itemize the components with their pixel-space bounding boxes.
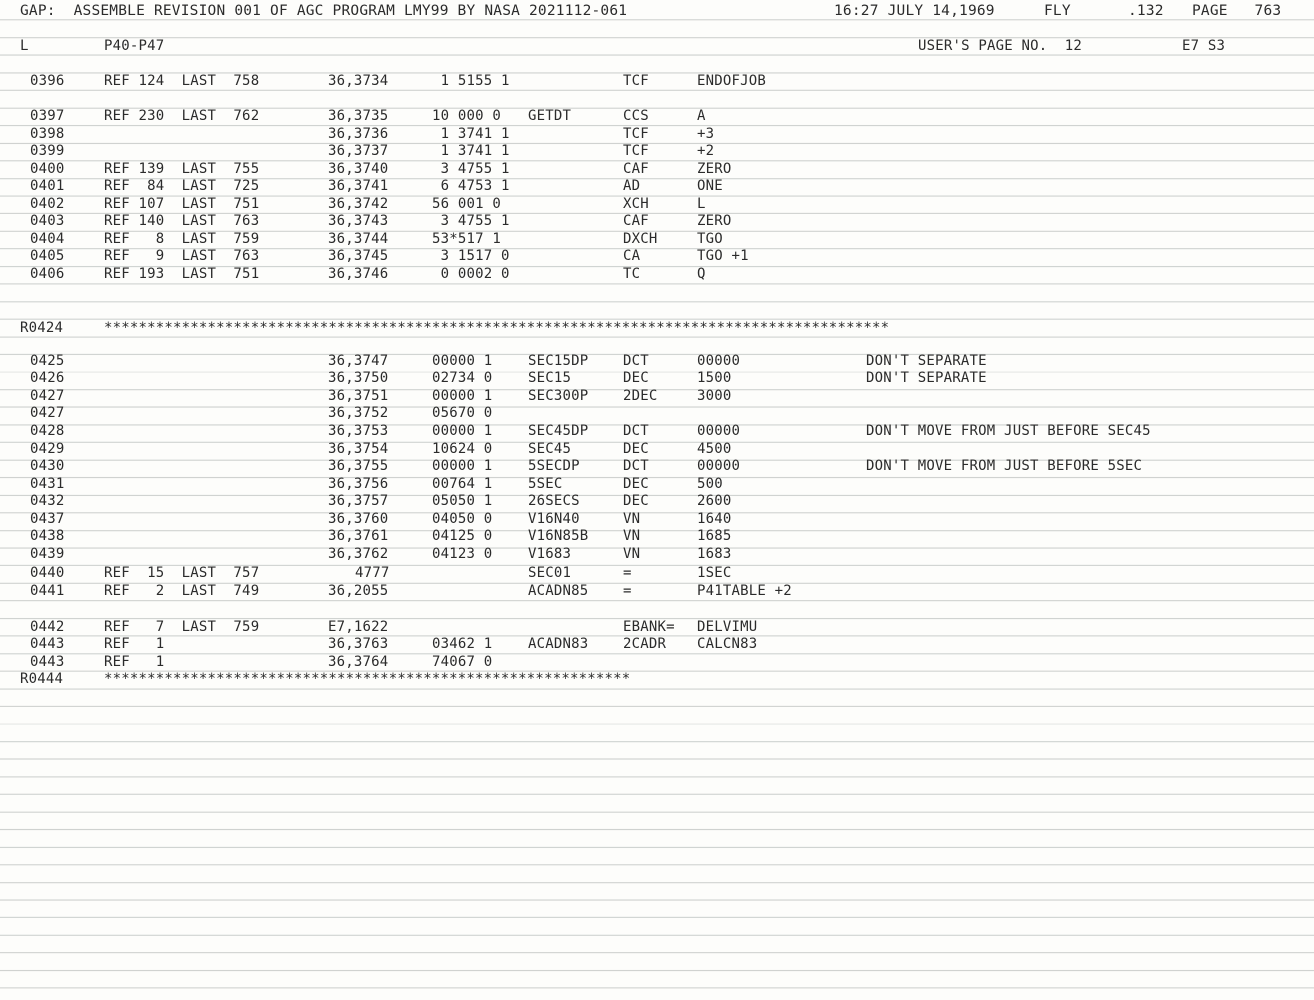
listing-label: ACADN83 bbox=[528, 636, 589, 652]
listing-operand: 3000 bbox=[697, 388, 732, 404]
listing-object-code: 3 4755 1 bbox=[432, 213, 510, 229]
listing-address: 36,3754 bbox=[328, 441, 389, 457]
listing-address: 36,3742 bbox=[328, 196, 389, 212]
listing-operand: 1640 bbox=[697, 511, 732, 527]
listing-opcode: DXCH bbox=[623, 231, 658, 247]
listing-object-code: 6 4753 1 bbox=[432, 178, 510, 194]
listing-opcode: 2CADR bbox=[623, 636, 667, 652]
listing-operand: 00000 bbox=[697, 353, 741, 369]
listing-address: 36,3741 bbox=[328, 178, 389, 194]
listing-comment: DON'T MOVE FROM JUST BEFORE 5SEC bbox=[866, 458, 1143, 474]
listing-ref: REF 193 LAST 751 bbox=[104, 266, 260, 282]
listing-address: 36,3737 bbox=[328, 143, 389, 159]
listing-seq-number: 0428 bbox=[30, 423, 65, 439]
listing-ref: REF 107 LAST 751 bbox=[104, 196, 260, 212]
listing-address: 36,3735 bbox=[328, 108, 389, 124]
assembly-fly: FLY bbox=[1044, 3, 1071, 19]
listing-object-code: 10624 0 bbox=[432, 441, 493, 457]
listing-label: GETDT bbox=[528, 108, 572, 124]
listing-seq-number: 0443 bbox=[30, 636, 65, 652]
listing-label: V1683 bbox=[528, 546, 572, 562]
listing-label: ACADN85 bbox=[528, 583, 589, 599]
assembly-datetime: 16:27 JULY 14,1969 bbox=[834, 3, 995, 19]
listing-seq-number: 0443 bbox=[30, 654, 65, 670]
listing-address: 36,3762 bbox=[328, 546, 389, 562]
listing-opcode: VN bbox=[623, 546, 641, 562]
listing-opcode: CA bbox=[623, 248, 641, 264]
listing-seq-number: 0441 bbox=[30, 583, 65, 599]
listing-operand: 00000 bbox=[697, 458, 741, 474]
listing-opcode: DEC bbox=[623, 476, 649, 492]
listing-ref: REF 230 LAST 762 bbox=[104, 108, 260, 124]
listing-address: 36,3752 bbox=[328, 405, 389, 421]
listing-object-code: 00000 1 bbox=[432, 458, 493, 474]
listing-seq-number: 0439 bbox=[30, 546, 65, 562]
listing-label: V16N40 bbox=[528, 511, 580, 527]
listing-operand: ENDOFJOB bbox=[697, 73, 767, 89]
listing-seq-number: 0405 bbox=[30, 248, 65, 264]
listing-operand: 500 bbox=[697, 476, 723, 492]
listing-operand: L bbox=[697, 196, 706, 212]
listing-object-code: 1 3741 1 bbox=[432, 126, 510, 142]
listing-address: 36,3736 bbox=[328, 126, 389, 142]
listing-object-code: 04125 0 bbox=[432, 528, 493, 544]
listing-address: 4777 bbox=[355, 565, 390, 581]
listing-object-code: 04123 0 bbox=[432, 546, 493, 562]
listing-seq-number: 0398 bbox=[30, 126, 65, 142]
listing-seq-number: 0440 bbox=[30, 565, 65, 581]
listing-address: 36,3743 bbox=[328, 213, 389, 229]
listing-address: 36,3746 bbox=[328, 266, 389, 282]
listing-object-code: 04050 0 bbox=[432, 511, 493, 527]
listing-seq-number: 0432 bbox=[30, 493, 65, 509]
listing-label: SEC15 bbox=[528, 370, 572, 386]
listing-operand: ZERO bbox=[697, 161, 732, 177]
listing-ref: REF 8 LAST 759 bbox=[104, 231, 260, 247]
listing-address: E7,1622 bbox=[328, 619, 389, 635]
listing-address: 36,3734 bbox=[328, 73, 389, 89]
listing-address: 36,2055 bbox=[328, 583, 389, 599]
listing-operand: 00000 bbox=[697, 423, 741, 439]
listing-address: 36,3764 bbox=[328, 654, 389, 670]
listing-object-code: 00000 1 bbox=[432, 423, 493, 439]
listing-opcode: CAF bbox=[623, 161, 649, 177]
listing-seq-number: 0400 bbox=[30, 161, 65, 177]
listing-operand: ONE bbox=[697, 178, 723, 194]
user-page-number: USER'S PAGE NO. 12 bbox=[918, 38, 1082, 54]
listing-operand: 1685 bbox=[697, 528, 732, 544]
listing-label: V16N85B bbox=[528, 528, 589, 544]
listing-object-code: 56 001 0 bbox=[432, 196, 502, 212]
listing-label: SEC45DP bbox=[528, 423, 589, 439]
listing-seq-number: 0427 bbox=[30, 388, 65, 404]
listing-ref: REF 2 LAST 749 bbox=[104, 583, 260, 599]
listing-operand: P41TABLE +2 bbox=[697, 583, 792, 599]
listing-opcode: DEC bbox=[623, 441, 649, 457]
listing-opcode: 2DEC bbox=[623, 388, 658, 404]
listing-comment: DON'T SEPARATE bbox=[866, 370, 987, 386]
listing-operand: TGO bbox=[697, 231, 723, 247]
listing-operand: 1500 bbox=[697, 370, 732, 386]
listing-label: 5SEC bbox=[528, 476, 563, 492]
listing-operand: 1683 bbox=[697, 546, 732, 562]
listing-seq-number: 0437 bbox=[30, 511, 65, 527]
listing-object-code: 53*517 1 bbox=[432, 231, 502, 247]
listing-seq-number: 0442 bbox=[30, 619, 65, 635]
listing-opcode: VN bbox=[623, 528, 641, 544]
listing-ref: REF 9 LAST 763 bbox=[104, 248, 260, 264]
listing-object-code: 05050 1 bbox=[432, 493, 493, 509]
listing-seq-number: 0403 bbox=[30, 213, 65, 229]
assembly-code: .132 bbox=[1128, 3, 1164, 19]
listing-address: 36,3755 bbox=[328, 458, 389, 474]
listing-label: SEC300P bbox=[528, 388, 589, 404]
listing-seq-number: 0406 bbox=[30, 266, 65, 282]
listing-opcode: TCF bbox=[623, 143, 649, 159]
listing-ref: REF 1 bbox=[104, 636, 165, 652]
listing-operand: Q bbox=[697, 266, 706, 282]
listing-address: 36,3751 bbox=[328, 388, 389, 404]
listing-ref: REF 15 LAST 757 bbox=[104, 565, 260, 581]
listing-operand: DELVIMU bbox=[697, 619, 758, 635]
listing-label: SEC15DP bbox=[528, 353, 589, 369]
listing-object-code: 00764 1 bbox=[432, 476, 493, 492]
listing-ref: REF 139 LAST 755 bbox=[104, 161, 260, 177]
listing-label: 26SECS bbox=[528, 493, 580, 509]
listing-address: 36,3745 bbox=[328, 248, 389, 264]
routine-name: P40-P47 bbox=[104, 38, 165, 54]
listing-address: 36,3753 bbox=[328, 423, 389, 439]
listing-ref: REF 1 bbox=[104, 654, 165, 670]
listing-address: 36,3763 bbox=[328, 636, 389, 652]
listing-object-code: 1 5155 1 bbox=[432, 73, 510, 89]
listing-object-code: 00000 1 bbox=[432, 353, 493, 369]
listing-operand: 2600 bbox=[697, 493, 732, 509]
listing-seq-number: 0397 bbox=[30, 108, 65, 124]
listing-seq-number: 0401 bbox=[30, 178, 65, 194]
listing-seq-number: 0429 bbox=[30, 441, 65, 457]
listing-opcode: EBANK= bbox=[623, 619, 675, 635]
listing-object-code: 02734 0 bbox=[432, 370, 493, 386]
listing-opcode: = bbox=[623, 565, 632, 581]
listing-address: 36,3756 bbox=[328, 476, 389, 492]
listing-seq-number: 0396 bbox=[30, 73, 65, 89]
listing-seq-number: R0444 bbox=[20, 671, 64, 687]
listing-seq-number: 0427 bbox=[30, 405, 65, 421]
listing-ref: REF 140 LAST 763 bbox=[104, 213, 260, 229]
separator-stars: ******************************************************************************************* bbox=[104, 320, 890, 336]
listing-seq-number: 0438 bbox=[30, 528, 65, 544]
listing-seq-number: 0402 bbox=[30, 196, 65, 212]
listing-opcode: DCT bbox=[623, 458, 649, 474]
listing-object-code: 03462 1 bbox=[432, 636, 493, 652]
listing-operand: 4500 bbox=[697, 441, 732, 457]
listing-seq-number: 0404 bbox=[30, 231, 65, 247]
listing-object-code: 05670 0 bbox=[432, 405, 493, 421]
listing-comment: DON'T MOVE FROM JUST BEFORE SEC45 bbox=[866, 423, 1151, 439]
listing-label: 5SECDP bbox=[528, 458, 580, 474]
listing-operand: A bbox=[697, 108, 706, 124]
page-number: PAGE 763 bbox=[1192, 3, 1282, 19]
listing-object-code: 0 0002 0 bbox=[432, 266, 510, 282]
listing-object-code: 1 3741 1 bbox=[432, 143, 510, 159]
listing-label: SEC01 bbox=[528, 565, 572, 581]
listing-address: 36,3760 bbox=[328, 511, 389, 527]
listing-seq-number: 0399 bbox=[30, 143, 65, 159]
listing-operand: +2 bbox=[697, 143, 715, 159]
listing-seq-number: 0426 bbox=[30, 370, 65, 386]
listing-operand: TGO +1 bbox=[697, 248, 749, 264]
listing-label: SEC45 bbox=[528, 441, 572, 457]
listing-opcode: CAF bbox=[623, 213, 649, 229]
listing-address: 36,3747 bbox=[328, 353, 389, 369]
listing-ref: REF 7 LAST 759 bbox=[104, 619, 260, 635]
listing-address: 36,3744 bbox=[328, 231, 389, 247]
listing-seq-number: 0425 bbox=[30, 353, 65, 369]
listing-address: 36,3750 bbox=[328, 370, 389, 386]
listing-operand: 1SEC bbox=[697, 565, 732, 581]
listing-address: 36,3757 bbox=[328, 493, 389, 509]
listing-operand: CALCN83 bbox=[697, 636, 758, 652]
listing-opcode: CCS bbox=[623, 108, 649, 124]
listing-address: 36,3761 bbox=[328, 528, 389, 544]
listing-seq-number: 0431 bbox=[30, 476, 65, 492]
listing-opcode: DCT bbox=[623, 353, 649, 369]
listing-object-code: 00000 1 bbox=[432, 388, 493, 404]
listing-opcode: TCF bbox=[623, 73, 649, 89]
listing-opcode: = bbox=[623, 583, 632, 599]
listing-opcode: TCF bbox=[623, 126, 649, 142]
subheader-left: L bbox=[20, 38, 29, 54]
listing-opcode: XCH bbox=[623, 196, 649, 212]
listing-opcode: AD bbox=[623, 178, 641, 194]
separator-stars: ************************************************************* bbox=[104, 671, 631, 687]
listing-seq-number: 0430 bbox=[30, 458, 65, 474]
listing-comment: DON'T SEPARATE bbox=[866, 353, 987, 369]
listing-operand: ZERO bbox=[697, 213, 732, 229]
listing-object-code: 3 4755 1 bbox=[432, 161, 510, 177]
listing-opcode: DCT bbox=[623, 423, 649, 439]
listing-ref: REF 124 LAST 758 bbox=[104, 73, 260, 89]
listing-opcode: DEC bbox=[623, 370, 649, 386]
listing-opcode: TC bbox=[623, 266, 641, 282]
listing-operand: +3 bbox=[697, 126, 715, 142]
bank-marker: E7 S3 bbox=[1182, 38, 1226, 54]
listing-ref: REF 84 LAST 725 bbox=[104, 178, 260, 194]
listing-address: 36,3740 bbox=[328, 161, 389, 177]
listing-opcode: DEC bbox=[623, 493, 649, 509]
listing-seq-number: R0424 bbox=[20, 320, 64, 336]
listing-object-code: 74067 0 bbox=[432, 654, 493, 670]
listing-object-code: 10 000 0 bbox=[432, 108, 502, 124]
listing-object-code: 3 1517 0 bbox=[432, 248, 510, 264]
listing-opcode: VN bbox=[623, 511, 641, 527]
assembly-header-title: GAP: ASSEMBLE REVISION 001 OF AGC PROGRAM LMY99 BY NASA 2021112-061 bbox=[20, 3, 628, 19]
